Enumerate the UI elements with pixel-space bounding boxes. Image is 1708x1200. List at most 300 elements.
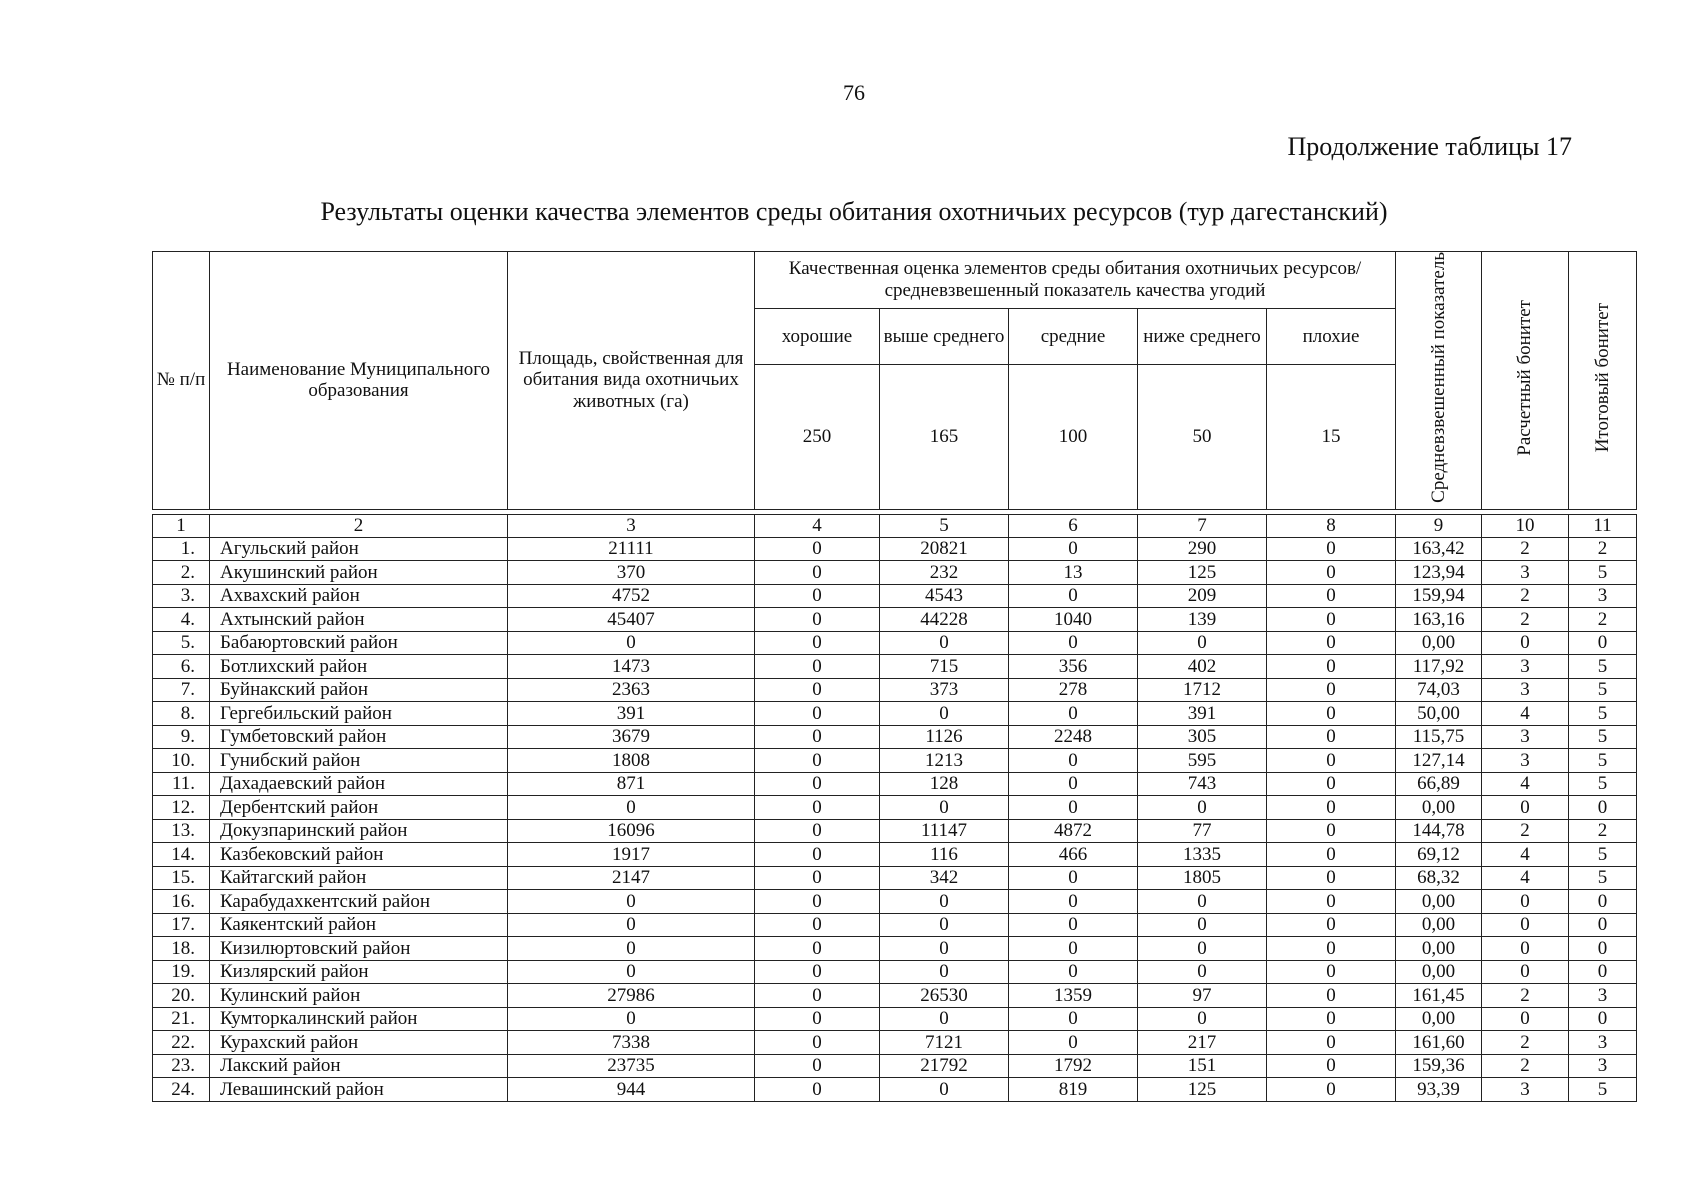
good-cell: 0 [755,937,880,961]
row-index-cell: 10. [153,749,210,773]
district-name-cell: Каякентский район [210,913,508,937]
page-number: 76 [843,80,865,105]
weight-bad: 15 [1267,365,1396,509]
below-average-cell: 0 [1138,937,1267,961]
medium-cell: 1359 [1009,984,1138,1008]
district-name-cell: Гунибский район [210,749,508,773]
table-row [153,960,1637,984]
district-name-cell: Дербентский район [210,796,508,820]
header-calc-bonitet [1482,252,1569,510]
weight-medium: 100 [1009,365,1138,509]
area-cell: 3679 [508,725,755,749]
weighted-index-cell: 0,00 [1396,913,1482,937]
table-row [153,702,1637,726]
medium-cell: 0 [1009,584,1138,608]
calc-bonitet-cell: 3 [1482,561,1569,585]
final-bonitet-cell: 2 [1569,537,1637,561]
row-index-cell: 14. [153,843,210,867]
below-average-cell: 290 [1138,537,1267,561]
medium-cell: 0 [1009,960,1138,984]
area-cell: 0 [508,631,755,655]
bad-cell: 0 [1267,960,1396,984]
calc-bonitet-cell: 0 [1482,1007,1569,1031]
column-number-cell: 8 [1267,514,1396,537]
bad-cell: 0 [1267,655,1396,679]
row-index-cell: 24. [153,1078,210,1102]
area-cell: 45407 [508,608,755,632]
good-cell: 0 [755,702,880,726]
calc-bonitet-cell: 0 [1482,937,1569,961]
below-average-cell: 217 [1138,1031,1267,1055]
medium-cell: 0 [1009,702,1138,726]
above-average-cell: 0 [880,913,1009,937]
table-row [153,678,1637,702]
column-number-cell: 2 [210,514,508,537]
calc-bonitet-cell: 2 [1482,984,1569,1008]
row-index-cell: 2. [153,561,210,585]
calc-bonitet-cell: 4 [1482,866,1569,890]
final-bonitet-cell: 3 [1569,584,1637,608]
row-index-cell: 4. [153,608,210,632]
header-below-average: ниже среднего [1138,308,1267,365]
above-average-cell: 1126 [880,725,1009,749]
row-index-cell: 11. [153,772,210,796]
good-cell: 0 [755,984,880,1008]
weighted-index-cell: 68,32 [1396,866,1482,890]
final-bonitet-cell: 0 [1569,913,1637,937]
weight-good: 250 [755,365,880,509]
calc-bonitet-cell: 0 [1482,796,1569,820]
table-row [153,890,1637,914]
final-bonitet-cell: 5 [1569,772,1637,796]
final-bonitet-cell: 3 [1569,1054,1637,1078]
below-average-cell: 0 [1138,1007,1267,1031]
good-cell: 0 [755,1007,880,1031]
calc-bonitet-cell: 0 [1482,913,1569,937]
table-row [153,537,1637,561]
area-cell: 871 [508,772,755,796]
final-bonitet-cell: 2 [1569,608,1637,632]
below-average-cell: 125 [1138,1078,1267,1102]
calc-bonitet-cell: 2 [1482,1054,1569,1078]
weighted-index-cell: 163,42 [1396,537,1482,561]
above-average-cell: 11147 [880,819,1009,843]
area-cell: 0 [508,890,755,914]
above-average-cell: 373 [880,678,1009,702]
bad-cell: 0 [1267,749,1396,773]
weighted-index-cell: 50,00 [1396,702,1482,726]
calc-bonitet-cell: 3 [1482,725,1569,749]
header-bad: плохие [1267,308,1396,365]
medium-cell: 356 [1009,655,1138,679]
good-cell: 0 [755,631,880,655]
district-name-cell: Ботлихский район [210,655,508,679]
above-average-cell: 4543 [880,584,1009,608]
header-num: № п/п [153,252,210,510]
medium-cell: 13 [1009,561,1138,585]
column-number-cell: 4 [755,514,880,537]
header-area: Площадь, свойственная для обитания вида охотничьих животных (га) [508,252,755,510]
weighted-index-cell: 161,60 [1396,1031,1482,1055]
good-cell: 0 [755,843,880,867]
table-row [153,937,1637,961]
area-cell: 1808 [508,749,755,773]
bad-cell: 0 [1267,772,1396,796]
district-name-cell: Докузпаринский район [210,819,508,843]
table-continuation-label: Продолжение таблицы 17 [1287,132,1572,161]
calc-bonitet-cell: 2 [1482,537,1569,561]
header-name: Наименование Муниципального образования [210,252,508,510]
calc-bonitet-cell: 2 [1482,1031,1569,1055]
column-number-row [153,514,1637,537]
final-bonitet-cell: 5 [1569,655,1637,679]
bad-cell: 0 [1267,631,1396,655]
area-cell: 2363 [508,678,755,702]
good-cell: 0 [755,584,880,608]
column-number-cell: 3 [508,514,755,537]
weighted-index-cell: 0,00 [1396,937,1482,961]
below-average-cell: 0 [1138,890,1267,914]
good-cell: 0 [755,1031,880,1055]
below-average-cell: 125 [1138,561,1267,585]
weight-above-average: 165 [880,365,1009,509]
below-average-cell: 305 [1138,725,1267,749]
bad-cell: 0 [1267,1054,1396,1078]
column-number-cell: 10 [1482,514,1569,537]
medium-cell: 4872 [1009,819,1138,843]
district-name-cell: Кулинский район [210,984,508,1008]
district-name-cell: Гергебильский район [210,702,508,726]
bad-cell: 0 [1267,984,1396,1008]
column-number-cell: 6 [1009,514,1138,537]
final-bonitet-cell: 5 [1569,866,1637,890]
bad-cell: 0 [1267,561,1396,585]
good-cell: 0 [755,1078,880,1102]
bad-cell: 0 [1267,678,1396,702]
medium-cell: 0 [1009,796,1138,820]
area-cell: 0 [508,1007,755,1031]
habitat-quality-table [152,251,1637,1102]
column-number-cell: 11 [1569,514,1637,537]
final-bonitet-cell: 0 [1569,890,1637,914]
row-index-cell: 9. [153,725,210,749]
weighted-index-cell: 159,94 [1396,584,1482,608]
district-name-cell: Кайтагский район [210,866,508,890]
weighted-index-cell: 163,16 [1396,608,1482,632]
final-bonitet-cell: 0 [1569,631,1637,655]
above-average-cell: 0 [880,890,1009,914]
calc-bonitet-cell: 2 [1482,819,1569,843]
district-name-cell: Левашинский район [210,1078,508,1102]
below-average-cell: 209 [1138,584,1267,608]
calc-bonitet-cell: 0 [1482,960,1569,984]
area-cell: 16096 [508,819,755,843]
bad-cell: 0 [1267,1078,1396,1102]
calc-bonitet-cell: 3 [1482,749,1569,773]
calc-bonitet-cell: 4 [1482,843,1569,867]
good-cell: 0 [755,725,880,749]
above-average-cell: 0 [880,960,1009,984]
calc-bonitet-cell: 4 [1482,772,1569,796]
above-average-cell: 1213 [880,749,1009,773]
calc-bonitet-cell: 0 [1482,631,1569,655]
below-average-cell: 0 [1138,960,1267,984]
area-cell: 0 [508,960,755,984]
medium-cell: 0 [1009,749,1138,773]
above-average-cell: 21792 [880,1054,1009,1078]
district-name-cell: Буйнакский район [210,678,508,702]
bad-cell: 0 [1267,608,1396,632]
district-name-cell: Кизлярский район [210,960,508,984]
medium-cell: 466 [1009,843,1138,867]
table-row [153,1078,1637,1102]
medium-cell: 0 [1009,913,1138,937]
weighted-index-cell: 69,12 [1396,843,1482,867]
calc-bonitet-cell: 3 [1482,678,1569,702]
document-title: Результаты оценки качества элементов среды обитания охотничьих ресурсов (тур дагестанский) [320,197,1388,226]
good-cell: 0 [755,913,880,937]
weighted-index-cell: 0,00 [1396,960,1482,984]
area-cell: 944 [508,1078,755,1102]
below-average-cell: 743 [1138,772,1267,796]
calc-bonitet-cell: 3 [1482,1078,1569,1102]
district-name-cell: Карабудахкентский район [210,890,508,914]
good-cell: 0 [755,890,880,914]
above-average-cell: 0 [880,702,1009,726]
below-average-cell: 0 [1138,913,1267,937]
final-bonitet-cell: 0 [1569,1007,1637,1031]
district-name-cell: Дахадаевский район [210,772,508,796]
below-average-cell: 595 [1138,749,1267,773]
table-row [153,866,1637,890]
above-average-cell: 0 [880,796,1009,820]
medium-cell: 0 [1009,1031,1138,1055]
district-name-cell: Курахский район [210,1031,508,1055]
row-index-cell: 6. [153,655,210,679]
header-calc-bonitet-text: Расчетный бонитет [1514,299,1536,456]
good-cell: 0 [755,796,880,820]
weighted-index-cell: 115,75 [1396,725,1482,749]
weighted-index-cell: 0,00 [1396,890,1482,914]
row-index-cell: 17. [153,913,210,937]
final-bonitet-cell: 5 [1569,678,1637,702]
weight-below-average: 50 [1138,365,1267,509]
bad-cell: 0 [1267,843,1396,867]
weighted-index-cell: 0,00 [1396,631,1482,655]
area-cell: 0 [508,913,755,937]
area-cell: 1917 [508,843,755,867]
bad-cell: 0 [1267,702,1396,726]
weighted-index-cell: 0,00 [1396,796,1482,820]
area-cell: 2147 [508,866,755,890]
medium-cell: 819 [1009,1078,1138,1102]
row-index-cell: 3. [153,584,210,608]
area-cell: 23735 [508,1054,755,1078]
bad-cell: 0 [1267,890,1396,914]
medium-cell: 0 [1009,537,1138,561]
final-bonitet-cell: 3 [1569,1031,1637,1055]
weighted-index-cell: 74,03 [1396,678,1482,702]
table-row [153,584,1637,608]
medium-cell: 0 [1009,937,1138,961]
weighted-index-cell: 0,00 [1396,1007,1482,1031]
district-name-cell: Гумбетовский район [210,725,508,749]
below-average-cell: 1805 [1138,866,1267,890]
table-row [153,843,1637,867]
area-cell: 27986 [508,984,755,1008]
medium-cell: 0 [1009,772,1138,796]
medium-cell: 0 [1009,1007,1138,1031]
district-name-cell: Лакский район [210,1054,508,1078]
table-row [153,1007,1637,1031]
good-cell: 0 [755,1054,880,1078]
medium-cell: 0 [1009,631,1138,655]
medium-cell: 0 [1009,866,1138,890]
row-index-cell: 16. [153,890,210,914]
good-cell: 0 [755,772,880,796]
bad-cell: 0 [1267,725,1396,749]
weighted-index-cell: 161,45 [1396,984,1482,1008]
district-name-cell: Кизилюртовский район [210,937,508,961]
district-name-cell: Ахтынский район [210,608,508,632]
bad-cell: 0 [1267,1031,1396,1055]
below-average-cell: 391 [1138,702,1267,726]
table-row [153,631,1637,655]
header-weighted [1396,252,1482,510]
final-bonitet-cell: 5 [1569,1078,1637,1102]
weighted-index-cell: 117,92 [1396,655,1482,679]
table-body [153,509,1637,1101]
header-medium: средние [1009,308,1138,365]
table-row [153,1054,1637,1078]
above-average-cell: 232 [880,561,1009,585]
below-average-cell: 1712 [1138,678,1267,702]
medium-cell: 1792 [1009,1054,1138,1078]
row-index-cell: 18. [153,937,210,961]
final-bonitet-cell: 5 [1569,749,1637,773]
bad-cell: 0 [1267,584,1396,608]
final-bonitet-cell: 5 [1569,702,1637,726]
row-index-cell: 15. [153,866,210,890]
bad-cell: 0 [1267,1007,1396,1031]
table-row [153,772,1637,796]
row-index-cell: 19. [153,960,210,984]
column-number-cell: 7 [1138,514,1267,537]
district-name-cell: Ахвахский район [210,584,508,608]
table-row [153,561,1637,585]
weighted-index-cell: 144,78 [1396,819,1482,843]
bad-cell: 0 [1267,913,1396,937]
above-average-cell: 128 [880,772,1009,796]
area-cell: 1473 [508,655,755,679]
good-cell: 0 [755,678,880,702]
above-average-cell: 116 [880,843,1009,867]
row-index-cell: 21. [153,1007,210,1031]
table-row [153,819,1637,843]
calc-bonitet-cell: 2 [1482,608,1569,632]
row-index-cell: 7. [153,678,210,702]
weighted-index-cell: 93,39 [1396,1078,1482,1102]
below-average-cell: 1335 [1138,843,1267,867]
row-index-cell: 12. [153,796,210,820]
bad-cell: 0 [1267,937,1396,961]
final-bonitet-cell: 2 [1569,819,1637,843]
area-cell: 370 [508,561,755,585]
bad-cell: 0 [1267,796,1396,820]
header-final-bonitet [1569,252,1637,510]
row-index-cell: 1. [153,537,210,561]
medium-cell: 1040 [1009,608,1138,632]
calc-bonitet-cell: 4 [1482,702,1569,726]
bad-cell: 0 [1267,819,1396,843]
district-name-cell: Кумторкалинский район [210,1007,508,1031]
area-cell: 391 [508,702,755,726]
above-average-cell: 0 [880,631,1009,655]
weighted-index-cell: 123,94 [1396,561,1482,585]
above-average-cell: 342 [880,866,1009,890]
calc-bonitet-cell: 3 [1482,655,1569,679]
area-cell: 0 [508,937,755,961]
good-cell: 0 [755,866,880,890]
table-row [153,796,1637,820]
header-weighted-text: Средневзвешенный показатель [1427,252,1449,503]
row-index-cell: 8. [153,702,210,726]
bad-cell: 0 [1267,866,1396,890]
above-average-cell: 7121 [880,1031,1009,1055]
above-average-cell: 0 [880,1078,1009,1102]
final-bonitet-cell: 0 [1569,937,1637,961]
weighted-index-cell: 127,14 [1396,749,1482,773]
header-final-bonitet-text: Итоговый бонитет [1591,302,1613,453]
final-bonitet-cell: 5 [1569,725,1637,749]
good-cell: 0 [755,561,880,585]
bad-cell: 0 [1267,537,1396,561]
header-quality-group: Качественная оценка элементов среды обитания охотничьих ресурсов/средневзвешенный показатель качества угодий [755,252,1396,309]
header-good: хорошие [755,308,880,365]
final-bonitet-cell: 0 [1569,796,1637,820]
column-number-cell: 9 [1396,514,1482,537]
good-cell: 0 [755,819,880,843]
above-average-cell: 44228 [880,608,1009,632]
column-number-cell: 1 [153,514,210,537]
final-bonitet-cell: 3 [1569,984,1637,1008]
below-average-cell: 139 [1138,608,1267,632]
final-bonitet-cell: 5 [1569,843,1637,867]
calc-bonitet-cell: 0 [1482,890,1569,914]
table-row [153,1031,1637,1055]
good-cell: 0 [755,749,880,773]
column-number-cell: 5 [880,514,1009,537]
weighted-index-cell: 159,36 [1396,1054,1482,1078]
area-cell: 4752 [508,584,755,608]
table-row [153,725,1637,749]
table-row [153,749,1637,773]
below-average-cell: 0 [1138,631,1267,655]
area-cell: 7338 [508,1031,755,1055]
table-row [153,608,1637,632]
table-row [153,655,1637,679]
below-average-cell: 77 [1138,819,1267,843]
good-cell: 0 [755,537,880,561]
row-index-cell: 20. [153,984,210,1008]
area-cell: 0 [508,796,755,820]
above-average-cell: 0 [880,1007,1009,1031]
weighted-index-cell: 66,89 [1396,772,1482,796]
medium-cell: 278 [1009,678,1138,702]
row-index-cell: 22. [153,1031,210,1055]
above-average-cell: 715 [880,655,1009,679]
medium-cell: 2248 [1009,725,1138,749]
